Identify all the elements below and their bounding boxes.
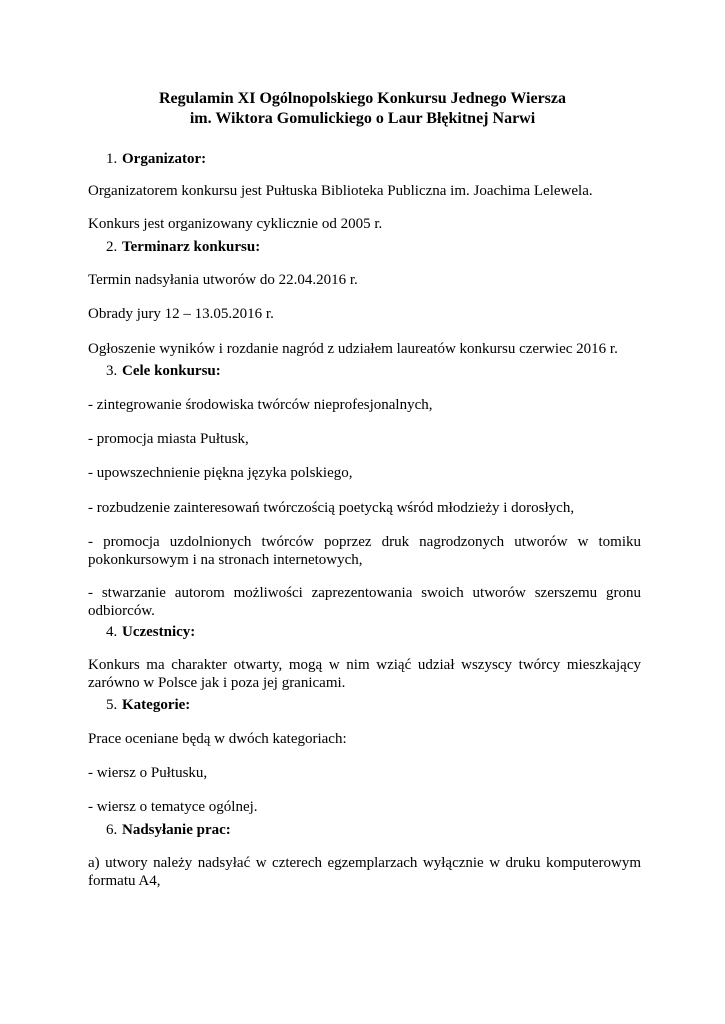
- paragraph: Prace oceniane będą w dwóch kategoriach:: [88, 731, 347, 747]
- section-label: Cele konkursu:: [122, 363, 221, 379]
- paragraph: Konkurs ma charakter otwarty, mogą w nim wziąć udział wszyscy twórcy mieszkający zarówno w Polsce jak i poza jej granicami.: [88, 657, 641, 691]
- paragraph: Obrady jury 12 – 13.05.2016 r.: [88, 306, 274, 322]
- document-title-line-2: im. Wiktora Gomulickiego o Laur Błękitnej Narwi: [189, 110, 536, 127]
- section-heading-cele: [106, 361, 221, 381]
- section-heading-organizator: [106, 149, 206, 169]
- section-number: 2.: [106, 239, 118, 255]
- paragraph: a) utwory należy nadsyłać w czterech egzemplarzach wyłącznie w druku komputerowym formatu A4,: [88, 855, 641, 889]
- section-heading-uczestnicy: [106, 622, 195, 642]
- section-number: 5.: [106, 697, 118, 713]
- section-heading-kategorie: [106, 695, 190, 715]
- paragraph: Ogłoszenie wyników i rozdanie nagród z udziałem laureatów konkursu czerwiec 2016 r.: [88, 341, 618, 357]
- section-number: 4.: [106, 624, 118, 640]
- section-label: Kategorie:: [122, 697, 191, 713]
- list-item: - wiersz o tematyce ogólnej.: [88, 799, 258, 815]
- list-item: - upowszechnienie piękna języka polskiego,: [88, 465, 353, 481]
- section-label: Organizator:: [122, 151, 207, 167]
- list-item: - wiersz o Pułtusku,: [88, 765, 208, 781]
- section-heading-terminarz: [106, 237, 260, 257]
- section-number: 1.: [106, 151, 118, 167]
- paragraph: Organizatorem konkursu jest Pułtuska Biblioteka Publiczna im. Joachima Lelewela.: [88, 183, 593, 199]
- section-label: Nadsyłanie prac:: [122, 822, 231, 838]
- list-item: - promocja uzdolnionych twórców poprzez druk nagrodzonych utworów w tomiku pokonkursowym i na stronach internetowych,: [88, 534, 641, 568]
- section-heading-nadsylanie: [106, 820, 231, 840]
- paragraph: Termin nadsyłania utworów do 22.04.2016 r.: [88, 272, 358, 288]
- document-title-line-1: Regulamin XI Ogólnopolskiego Konkursu Jednego Wiersza: [158, 90, 567, 107]
- section-label: Uczestnicy:: [122, 624, 196, 640]
- section-number: 3.: [106, 363, 118, 379]
- list-item: - rozbudzenie zainteresowań twórczością poetycką wśród młodzieży i dorosłych,: [88, 500, 575, 516]
- section-label: Terminarz konkursu:: [122, 239, 261, 255]
- list-item: - stwarzanie autorom możliwości zaprezentowania swoich utworów szerszemu gronu odbiorców.: [88, 585, 641, 619]
- section-number: 6.: [106, 822, 118, 838]
- paragraph: Konkurs jest organizowany cyklicznie od 2005 r.: [88, 216, 383, 232]
- list-item: - promocja miasta Pułtusk,: [88, 431, 249, 447]
- list-item: - zintegrowanie środowiska twórców nieprofesjonalnych,: [88, 397, 433, 413]
